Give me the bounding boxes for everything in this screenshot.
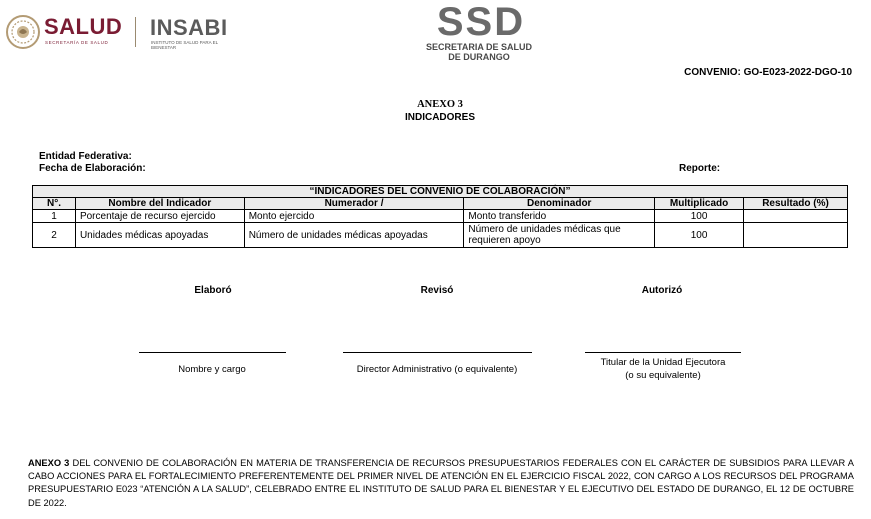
entidad-label: Entidad Federativa: <box>39 151 132 162</box>
reporte-label: Reporte: <box>679 163 721 174</box>
table-row <box>33 210 848 223</box>
header-indicator-name: Nombre del Indicador <box>75 198 244 210</box>
ssd-subtitle-line1: SECRETARIA DE SALUD <box>425 42 532 52</box>
row-multiplier: 100 <box>655 223 744 248</box>
footer-note <box>28 457 854 510</box>
row-result <box>744 210 848 223</box>
annex-subtitle: INDICADORES <box>404 112 475 123</box>
ssd-logo-subtitle <box>406 42 552 62</box>
row-number: 2 <box>33 223 76 248</box>
header-numerator: Numerador / <box>244 198 464 210</box>
insabi-logo-subtitle: INSTITUTO DE SALUD PARA EL BIENESTAR <box>151 40 218 50</box>
convenio-number: CONVENIO: GO-E023-2022-DGO-10 <box>684 67 852 78</box>
row-multiplier: 100 <box>655 210 744 223</box>
signature-title-autorizo: Autorizó <box>641 285 683 296</box>
ssd-subtitle-line2: DE DURANGO <box>448 52 510 62</box>
signature-line <box>343 352 532 353</box>
row-indicator-name: Unidades médicas apoyadas <box>75 223 244 248</box>
row-result <box>744 223 848 248</box>
signature-line <box>585 352 741 353</box>
row-numerator: Número de unidades médicas apoyadas <box>244 223 464 248</box>
header-result: Resultado (%) <box>744 198 848 210</box>
logo-divider <box>135 17 136 47</box>
signature-role-elaboro <box>132 363 292 376</box>
role-line: Titular de la Unidad Ejecutora <box>600 357 726 368</box>
header-denominator: Denominador <box>464 198 655 210</box>
row-numerator: Monto ejercido <box>244 210 464 223</box>
header-number: N°. <box>33 198 76 210</box>
fecha-label: Fecha de Elaboración: <box>39 163 146 174</box>
role-line: Director Administrativo (o equivalente) <box>356 364 518 375</box>
salud-logo-text: SALUD <box>44 14 123 39</box>
signature-title-reviso: Revisó <box>420 285 454 296</box>
row-indicator-name: Porcentaje de recurso ejercido <box>75 210 244 223</box>
table-row <box>33 223 848 248</box>
table-caption: “INDICADORES DEL CONVENIO DE COLABORACIÓN” <box>33 186 848 198</box>
table-header-row <box>33 198 848 210</box>
footer-text: DEL CONVENIO DE COLABORACIÓN EN MATERIA DE TRANSFERENCIA DE RECURSOS PRESUPUESTARIOS FEDERALES CON EL CARÁCTER DE SUBSIDIOS PARA LLEVAR A CABO ACCIONES PARA EL FORTALECIMIENTO PREFERENTEMENTE DEL PRIMER NIVEL DE ATENCIÓN EN EL EJERCICIO FISCAL 2022, CON CARGO A LOS RECURSOS DEL PROGRAMA PRESUPUESTARIO E023 “ATENCIÓN A LA SALUD”, CELEBRADO ENTRE EL INSTITUTO DE SALUD PARA EL BIENESTAR Y EL EJECUTIVO DEL ESTADO DE DURANGO, EL 12 DE OCTUBRE DE 2022. <box>28 458 854 508</box>
signature-role-reviso <box>337 363 537 376</box>
role-line: (o su equivalente) <box>625 370 701 381</box>
insabi-logo-text: INSABI <box>150 15 228 40</box>
annex-title: ANEXO 3 <box>417 99 463 110</box>
salud-logo-subtitle: SECRETARÍA DE SALUD <box>45 40 109 45</box>
signature-line <box>139 352 286 353</box>
row-denominator: Número de unidades médicas que requieren apoyo <box>464 223 655 248</box>
role-line: Nombre y cargo <box>178 364 246 375</box>
signature-role-autorizo <box>583 356 743 382</box>
header-multiplier: Multiplicado <box>655 198 744 210</box>
signature-title-elaboro: Elaboró <box>194 285 232 296</box>
row-number: 1 <box>33 210 76 223</box>
row-denominator: Monto transferido <box>464 210 655 223</box>
indicators-table <box>32 185 848 248</box>
mexico-seal-icon <box>6 15 40 49</box>
ssd-logo-text: SSD <box>436 0 526 44</box>
footer-lead: ANEXO 3 <box>28 458 70 468</box>
